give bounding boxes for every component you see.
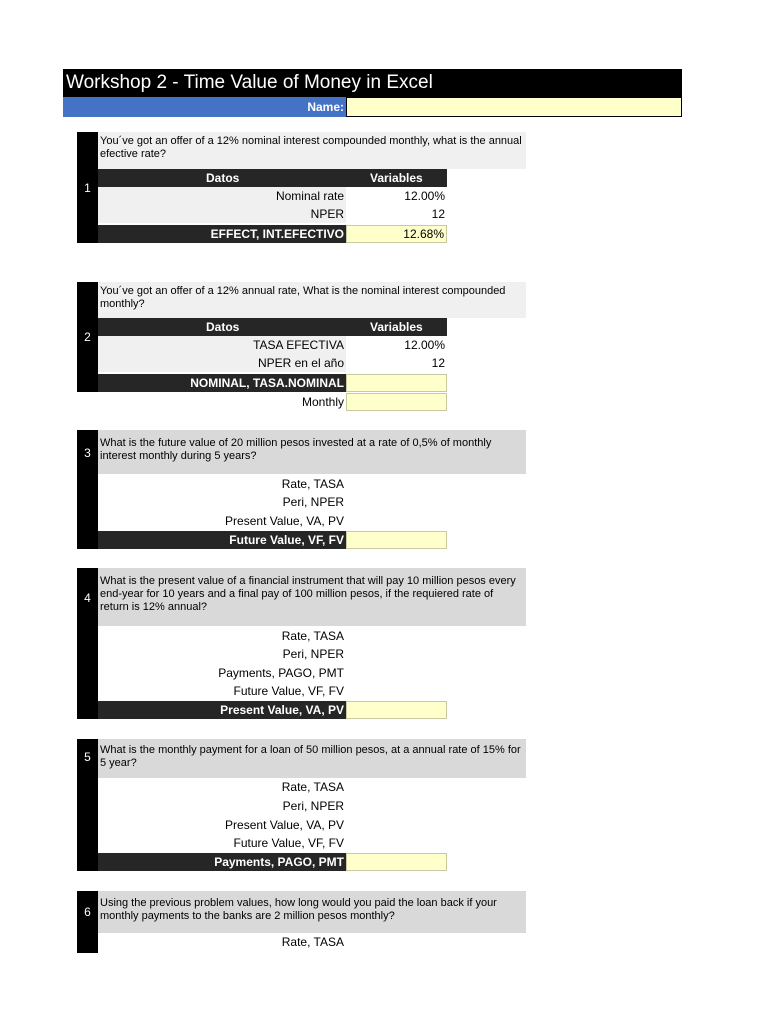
- q2-result-label: NOMINAL, TASA.NOMINAL: [98, 374, 346, 392]
- q2-answer-cell[interactable]: [346, 374, 447, 392]
- q1-label-nper: NPER: [98, 205, 346, 223]
- q2-monthly-answer-cell[interactable]: [346, 393, 447, 411]
- question-number-text: 1: [84, 180, 91, 195]
- q4-label-rate: Rate, TASA: [281, 629, 344, 643]
- question-number-text: 3: [84, 445, 91, 460]
- q5-label-pv: Present Value, VA, PV: [225, 818, 344, 832]
- variables-header: Variables: [370, 320, 423, 334]
- q5-label-rate: Rate, TASA: [281, 780, 344, 794]
- datos-header: Datos: [206, 171, 240, 185]
- q4-answer-cell[interactable]: [346, 701, 447, 719]
- datos-header: Datos: [206, 320, 240, 334]
- q3-result-label: Future Value, VF, FV: [98, 531, 346, 549]
- question-number-6: [77, 891, 98, 953]
- variables-header: Variables: [370, 171, 423, 185]
- q3-label-nper: Peri, NPER: [282, 495, 344, 509]
- question-number-text: 5: [84, 750, 91, 764]
- q3-answer-cell[interactable]: [346, 531, 447, 549]
- question-number-text: 4: [84, 590, 91, 605]
- q2-value-nper[interactable]: 12: [431, 356, 445, 370]
- q6-label-rate: Rate, TASA: [281, 935, 344, 949]
- question-number-text: 6: [84, 905, 91, 919]
- q2-label-tasa-efectiva: TASA EFECTIVA: [98, 336, 346, 354]
- q5-answer-cell[interactable]: [346, 853, 447, 871]
- question-number-4: [77, 568, 98, 719]
- q1-label-nominal-rate: Nominal rate: [98, 187, 346, 205]
- name-label: Name:: [63, 97, 347, 117]
- q2-label-nper: NPER en el año: [98, 354, 346, 372]
- q1-value-nper[interactable]: 12: [431, 207, 445, 221]
- question-number-3: [77, 430, 98, 549]
- q5-label-fv: Future Value, VF, FV: [233, 836, 344, 850]
- question-3-text: What is the future value of 20 million pesos invested at a rate of 0,5% of monthly interest monthly during 5 years?: [98, 430, 526, 474]
- q3-label-rate: Rate, TASA: [281, 477, 344, 491]
- q5-label-nper: Peri, NPER: [282, 799, 344, 813]
- page-title: Workshop 2 - Time Value of Money in Excel: [63, 69, 682, 97]
- q4-label-pmt: Payments, PAGO, PMT: [218, 666, 344, 680]
- question-6-text: Using the previous problem values, how long would you paid the loan back if your monthly payments to the banks are 2 million pesos monthly?: [98, 891, 526, 933]
- q2-monthly-label: Monthly: [301, 395, 344, 409]
- q1-answer-cell[interactable]: 12.68%: [346, 225, 447, 243]
- q3-label-pv: Present Value, VA, PV: [225, 514, 344, 528]
- question-2-text: You´ve got an offer of a 12% annual rate, What is the nominal interest compounded monthly?: [98, 282, 526, 318]
- name-input-cell[interactable]: [346, 97, 682, 117]
- question-number-text: 2: [84, 330, 91, 344]
- q2-header-row: [98, 318, 447, 336]
- q4-label-nper: Peri, NPER: [282, 647, 344, 661]
- q1-value-nominal-rate[interactable]: 12.00%: [404, 189, 445, 203]
- q4-result-label: Present Value, VA, PV: [98, 701, 346, 719]
- q1-header-row: [98, 169, 447, 187]
- question-4-text: What is the present value of a financial instrument that will pay 10 million pesos every end-year for 10 years and a final pay of 100 million pesos, if the requiered rate of return is 12% annual?: [98, 568, 526, 626]
- question-5-text: What is the monthly payment for a loan of 50 million pesos, at a annual rate of 15% for 5 year?: [98, 739, 526, 778]
- q2-value-tasa-efectiva[interactable]: 12.00%: [404, 338, 445, 352]
- q4-label-fv: Future Value, VF, FV: [233, 684, 344, 698]
- question-number-1: [77, 132, 98, 243]
- question-1-text: You´ve got an offer of a 12% nominal interest compounded monthly, what is the annual efective rate?: [98, 132, 526, 169]
- question-number-2: [77, 282, 98, 392]
- question-number-5: [77, 739, 98, 871]
- q5-result-label: Payments, PAGO, PMT: [98, 853, 346, 871]
- q1-result-label: EFFECT, INT.EFECTIVO: [98, 225, 346, 243]
